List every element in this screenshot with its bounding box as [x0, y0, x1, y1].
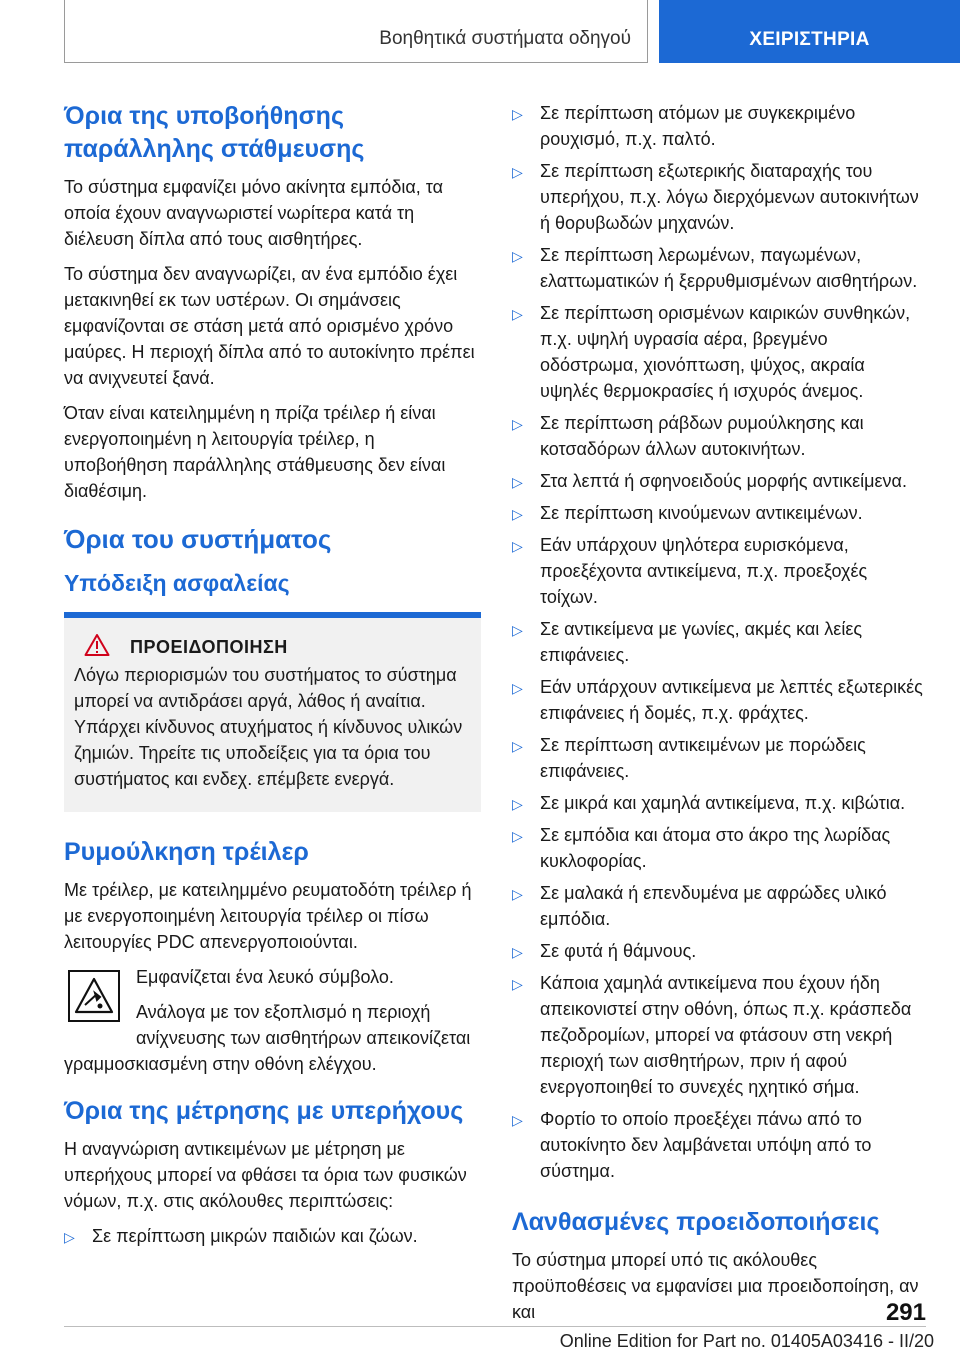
heading-trailer-towing: Ρυμούλκηση τρέιλερ — [64, 838, 309, 866]
trailer-symbol-icon — [68, 970, 120, 1022]
list-item — [512, 732, 928, 784]
right-column — [512, 100, 928, 1334]
list-item-text: Στα λεπτά ή σφηνοειδούς μορφής αντικείμενα. — [540, 471, 907, 491]
list-item — [512, 158, 928, 236]
heading-system-limits: Όρια του συστήματος — [64, 524, 332, 554]
paragraph: Το σύστημα μπορεί υπό τις ακόλουθες προϋποθέσεις να εμφανίσει μια προειδοποίηση, αν και — [512, 1250, 919, 1322]
bullet-arrow-icon: ▷ — [512, 796, 523, 812]
list-item — [512, 674, 928, 726]
list-item-text: Εάν υπάρχουν αντικείμενα με λεπτές εξωτερικές επιφάνειες ή δομές, π.χ. φράχτες. — [540, 677, 923, 723]
bullet-arrow-icon: ▷ — [512, 944, 523, 960]
list-item-text: Φορτίο το οποίο προεξέχει πάνω από το αυτοκίνητο δεν λαμβάνεται υπόψη από το σύστημα. — [540, 1109, 872, 1181]
bullet-arrow-icon: ▷ — [512, 738, 523, 754]
list-item-text: Σε φυτά ή θάμνους. — [540, 941, 697, 961]
list-item — [512, 532, 928, 610]
paragraph: Το σύστημα εμφανίζει μόνο ακίνητα εμπόδια, τα οποία έχουν αναγνωριστεί νωρίτερα κατά τη διέλευση δίπλα από τους αισθητήρες. — [64, 177, 444, 249]
trailer-symbol-block — [64, 964, 481, 1077]
list-item — [512, 790, 928, 816]
bullet-arrow-icon: ▷ — [64, 1229, 75, 1245]
warning-header — [74, 634, 471, 660]
list-item — [512, 468, 928, 494]
warning-title: ΠΡΟΕΙΔΟΠΟΙΗΣΗ — [130, 637, 288, 657]
list-item — [512, 822, 928, 874]
list-item — [512, 100, 928, 152]
list-item — [512, 300, 928, 404]
list-item — [64, 1223, 481, 1249]
bullet-arrow-icon: ▷ — [512, 506, 523, 522]
heading-ultrasonic-limits: Όρια της μέτρησης με υπερήχους — [64, 1097, 464, 1125]
list-item-text: Σε περίπτωση μικρών παιδιών και ζώων. — [92, 1226, 418, 1246]
paragraph: Εμφανίζεται ένα λευκό σύμβολο. — [136, 967, 394, 987]
chapter-tab[interactable] — [659, 0, 960, 63]
list-item-text: Σε περίπτωση εξωτερικής διαταραχής του υπερήχου, π.χ. λόγω διερχόμενων αυτοκινήτων ή θορυβωδών μηχανών. — [540, 161, 919, 233]
bullet-arrow-icon: ▷ — [512, 248, 523, 264]
list-item-text: Σε περίπτωση ράβδων ρυμούλκησης και κοτσαδόρων άλλων αυτοκινήτων. — [540, 413, 864, 459]
list-item-text: Εάν υπάρχουν ψηλότερα ευρισκόμενα, προεξέχοντα αντικείμενα, π.χ. προεξοχές τοίχων. — [540, 535, 868, 607]
page-number: 291 — [885, 1299, 926, 1326]
list-item-text: Σε μικρά και χαμηλά αντικείμενα, π.χ. κιβώτια. — [540, 793, 906, 813]
bullet-arrow-icon: ▷ — [512, 886, 523, 902]
bullet-arrow-icon: ▷ — [512, 538, 523, 554]
heading-false-warnings: Λανθασμένες προειδοποιήσεις — [512, 1208, 880, 1236]
list-item-text: Σε εμπόδια και άτομα στο άκρο της λωρίδας κυκλοφορίας. — [540, 825, 891, 871]
list-item-text: Σε περίπτωση ορισμένων καιρικών συνθηκών, π.χ. υψηλή υγρασία αέρα, βρεγμένο οδόστρωμα, χιονόπτωση, ψύχος, ακραία υψηλές θερμοκρασίες ή ισχυρός άνεμος. — [540, 303, 911, 401]
heading-parking-assist-limits: Όρια της υποβοήθησης παράλληλης στάθμευσης — [64, 102, 365, 163]
list-item-text: Σε περίπτωση λερωμένων, παγωμένων, ελαττωματικών ή ξερρυθμισμένων αισθητήρων. — [540, 245, 918, 291]
bullet-arrow-icon: ▷ — [512, 474, 523, 490]
bullet-arrow-icon: ▷ — [512, 306, 523, 322]
section-title: Βοηθητικά συστήματα οδηγού — [379, 28, 631, 49]
paragraph: Η αναγνώριση αντικειμένων με μέτρηση με υπερήχους μπορεί να φθάσει τα όρια των φυσικών νόμων, π.χ. στις ακόλουθες περιπτώσεις: — [64, 1139, 467, 1211]
edition-note: Online Edition for Part no. 01405A03416 - II/20 — [559, 1331, 934, 1351]
bullet-arrow-icon: ▷ — [512, 1112, 523, 1128]
warning-box — [64, 612, 481, 812]
list-item-text: Σε περίπτωση αντικειμένων με πορώδεις επιφάνειες. — [540, 735, 866, 781]
bullet-list — [64, 1223, 481, 1249]
list-item-text: Κάποια χαμηλά αντικείμενα που έχουν ήδη απεικονιστεί στην οθόνη, όπως π.χ. κράσπεδα πεζοδρομίων, μπορεί να φτάσουν στη νεκρή περιοχή των αισθητήρων, πριν ή αφού ενεργοποιηθεί το συνεχές ηχητικό σήμα. — [540, 973, 912, 1097]
paragraph: Με τρέιλερ, με κατειλημμένο ρευματοδότη τρέιλερ ή με ενεργοποιημένη λειτουργία τρέιλερ οι πίσω λειτουργίες PDC απενεργοποιούνται. — [64, 880, 472, 952]
bullet-arrow-icon: ▷ — [512, 828, 523, 844]
header-section-box — [64, 0, 648, 63]
list-item-text: Σε περίπτωση κινούμενων αντικειμένων. — [540, 503, 863, 523]
bullet-arrow-icon: ▷ — [512, 106, 523, 122]
paragraph: Όταν είναι κατειλημμένη η πρίζα τρέιλερ ή είναι ενεργοποιημένη η λειτουργία τρέιλερ, η υποβοήθηση παράλληλης στάθμευσης δεν είναι διαθέσιμη. — [64, 403, 446, 501]
list-item — [512, 500, 928, 526]
bullet-arrow-icon: ▷ — [512, 416, 523, 432]
list-item — [512, 880, 928, 932]
warning-text: Λόγω περιορισμών του συστήματος το σύστημα μπορεί να αντιδράσει αργά, λάθος ή αναίτια. Υπάρχει κίνδυνος ατυχήματος ή κίνδυνος υλικών ζημιών. Τηρείτε τις υποδείξεις για τα όρια του συστήματος και ενδεχ. επέμβετε ενεργά. — [74, 665, 463, 789]
list-item — [512, 410, 928, 462]
paragraph: Ανάλογα με τον εξοπλισμό η περιοχή ανίχνευσης των αισθητήρων απεικονίζεται γραμμοσκιασμένη στην οθόνη ελέγχου. — [64, 1002, 471, 1074]
footer-divider — [64, 1326, 926, 1327]
list-item-text: Σε περίπτωση ατόμων με συγκεκριμένο ρουχισμό, π.χ. παλτό. — [540, 103, 856, 149]
list-item — [512, 970, 928, 1100]
warning-triangle-icon — [84, 633, 110, 657]
page-header — [0, 0, 960, 65]
list-item — [512, 616, 928, 668]
bullet-arrow-icon: ▷ — [512, 976, 523, 992]
chapter-tab-label: ΧΕΙΡΙΣΤΗΡΙΑ — [749, 29, 870, 50]
bullet-arrow-icon: ▷ — [512, 164, 523, 180]
paragraph: Το σύστημα δεν αναγνωρίζει, αν ένα εμπόδιο έχει μετακινηθεί εκ των υστέρων. Οι σημάνσεις εμφανίζονται σε στάση μετά από ορισμένο χρόνο μαύρες. Η περιοχή δίπλα από το αυτοκίνητο πρέπει να ανιχνευτεί ξανά. — [64, 264, 475, 388]
bullet-arrow-icon: ▷ — [512, 680, 523, 696]
list-item — [512, 1106, 928, 1184]
list-item-text: Σε αντικείμενα με γωνίες, ακμές και λείες επιφάνειες. — [540, 619, 863, 665]
left-column — [64, 100, 481, 1255]
bullet-list — [512, 100, 928, 1184]
list-item — [512, 242, 928, 294]
list-item-text: Σε μαλακά ή επενδυμένα με αφρώδες υλικό εμπόδια. — [540, 883, 887, 929]
subheading-safety-note: Υπόδειξη ασφαλείας — [64, 570, 290, 596]
bullet-arrow-icon: ▷ — [512, 622, 523, 638]
list-item — [512, 938, 928, 964]
